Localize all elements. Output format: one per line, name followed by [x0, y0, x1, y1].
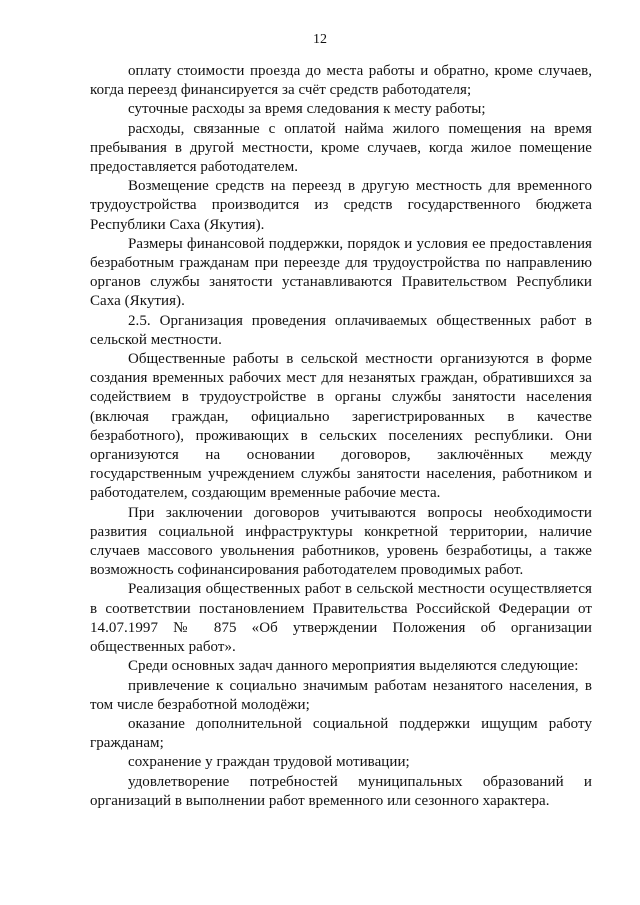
page-number: 12: [313, 32, 327, 47]
paragraph: расходы, связанные с оплатой найма жилого помещения на время пребывания в другой местности, кроме случаев, когда жилое помещение предоставляется работодателем.: [90, 120, 592, 176]
paragraph: Реализация общественных работ в сельской местности осуществляется в соответствии постановлением Правительства Российской Федерации от 14.07.1997 № 875 «Об утверждении Положения об организации общественных работ».: [90, 581, 592, 656]
section-heading: 2.5. Организация проведения оплачиваемых общественных работ в сельской местности.: [90, 312, 592, 348]
paragraph: Размеры финансовой поддержки, порядок и условия ее предоставления безработным гражданам при переезде для трудоустройства по направлению органов службы занятости устанавливаются Правительством Республики Саха (Якутия).: [90, 235, 592, 310]
document-body: [90, 62, 592, 811]
paragraph: Общественные работы в сельской местности организуются в форме создания временных рабочих мест для незанятых граждан, обратившихся за содействием в трудоустройстве в органы службы занятости населения (включая граждан, официально зарегистрированных в качестве безработного), проживающих в сельских поселениях республики. Они организуются на основании договоров, заключённых между государственным учреждением службы занятости населения, работником и работодателем, создающим временные рабочие места.: [90, 351, 592, 502]
paragraph: Возмещение средств на переезд в другую местность для временного трудоустройства производится из средств государственного бюджета Республики Саха (Якутия).: [90, 178, 592, 233]
paragraph: суточные расходы за время следования к месту работы;: [128, 101, 486, 118]
paragraph: оплату стоимости проезда до места работы и обратно, кроме случаев, когда переезд финансируется за счёт средств работодателя;: [90, 63, 592, 99]
paragraph: Среди основных задач данного мероприятия выделяются следующие:: [128, 658, 579, 675]
list-item: привлечение к социально значимым работам незанятого населения, в том числе безработной молодёжи;: [90, 677, 592, 713]
list-item: сохранение у граждан трудовой мотивации;: [128, 754, 410, 771]
paragraph: При заключении договоров учитываются вопросы необходимости развития социальной инфраструктуры конкретной территории, наличие случаев массового увольнения работников, уровень безработицы, а также возможность софинансирования работодателем проводимых работ.: [90, 504, 592, 579]
list-item: оказание дополнительной социальной поддержки ищущим работу гражданам;: [90, 715, 592, 752]
list-item: удовлетворение потребностей муниципальных образований и организаций в выполнении работ временного или сезонного характера.: [90, 773, 592, 809]
